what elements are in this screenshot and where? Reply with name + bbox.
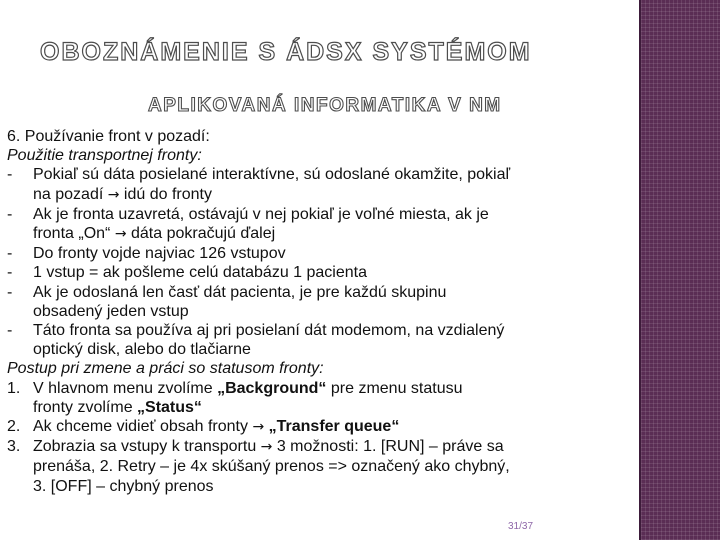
bullet-marker: - [7, 283, 13, 301]
bullet-marker: - [7, 264, 13, 282]
bullet-line: Ak je fronta uzavretá, ostávajú v nej pokiaľ je voľné miesta, ak je [33, 205, 489, 223]
step-text: fronty zvolíme [33, 398, 138, 416]
step-text: Zobrazia sa vstupy k transportu [33, 438, 261, 456]
bullet-text: dáta pokračujú ďalej [126, 225, 276, 243]
bullet-line: Do fronty vojde najviac 126 vstupov [33, 245, 286, 263]
step-number: 1. [7, 379, 21, 397]
bullet-line: Ak je odoslaná len časť dát pacienta, je pre každú skupinu [33, 283, 447, 301]
step-text: Ak chceme vidieť obsah fronty [33, 418, 253, 436]
step-line [33, 379, 623, 398]
step-text: V hlavnom menu zvolíme [33, 379, 218, 397]
bullet-line: Táto fronta sa používa aj pri posielaní dát modemom, na vzdialený [33, 322, 505, 340]
step-line [33, 398, 623, 417]
arrow-icon: → [107, 186, 120, 203]
step-line: 3. [OFF] – chybný prenos [33, 477, 214, 495]
bullet-line: 1 vstup = ak pošleme celú databázu 1 pacienta [33, 264, 367, 282]
bullet-item [7, 263, 623, 282]
menu-name-background: „Background“ [217, 379, 327, 397]
bullet-marker: - [7, 205, 13, 223]
arrow-icon: → [260, 439, 273, 456]
decorative-side-stripe [639, 0, 720, 540]
step-line [33, 417, 623, 437]
slide-subtitle: APLIKOVANÁ INFORMATIKA V NM [148, 95, 502, 116]
step-line [33, 437, 623, 457]
section-number: 6. [7, 128, 21, 145]
slide-title: OBOZNÁMENIE S ÁDSX SYSTÉMOM [40, 38, 532, 66]
bullet-text: na pozadí [33, 185, 108, 203]
bullet-marker: - [7, 322, 13, 340]
procedure-step [7, 379, 623, 417]
bullet-text: fronta „On“ [33, 225, 115, 243]
bullet-item [7, 321, 623, 359]
step-text: 3 možnosti: 1. [RUN] – práve sa [272, 438, 504, 456]
bullet-line: obsadený jeden vstup [33, 302, 189, 320]
bullet-item [7, 205, 623, 244]
slide-body [7, 127, 623, 496]
bullet-item [7, 244, 623, 263]
procedure-heading: Postup pri zmene a práci so statusom fronty: [7, 360, 324, 378]
section-heading-text: Používanie front v pozadí: [24, 128, 210, 145]
procedure-step [7, 417, 623, 437]
arrow-icon: → [252, 419, 265, 436]
bullet-line [33, 185, 623, 205]
section-subheading: Použitie transportnej fronty: [7, 147, 202, 165]
step-line: prenáša, 2. Retry – je 4x skúšaný prenos => označený ako chybný, [33, 458, 510, 476]
menu-name-status: „Status“ [137, 398, 202, 416]
page-number: 31/37 [508, 521, 534, 532]
arrow-icon: → [114, 226, 127, 243]
section-heading [7, 127, 623, 146]
step-number: 2. [7, 418, 21, 436]
bullet-marker: - [7, 166, 13, 184]
bullet-text: idú do fronty [119, 185, 212, 203]
bullet-line: optický disk, alebo do tlačiarne [33, 341, 251, 359]
menu-name-transfer-queue: „Transfer queue“ [268, 418, 400, 436]
bullet-line: Pokiaľ sú dáta posielané interaktívne, sú odoslané okamžite, pokiaľ [33, 166, 511, 184]
bullet-item [7, 283, 623, 321]
procedure-step [7, 437, 623, 496]
bullet-line [33, 224, 623, 244]
step-number: 3. [7, 438, 21, 456]
step-text: pre zmenu statusu [326, 379, 463, 397]
bullet-item [7, 165, 623, 204]
bullet-marker: - [7, 245, 13, 263]
